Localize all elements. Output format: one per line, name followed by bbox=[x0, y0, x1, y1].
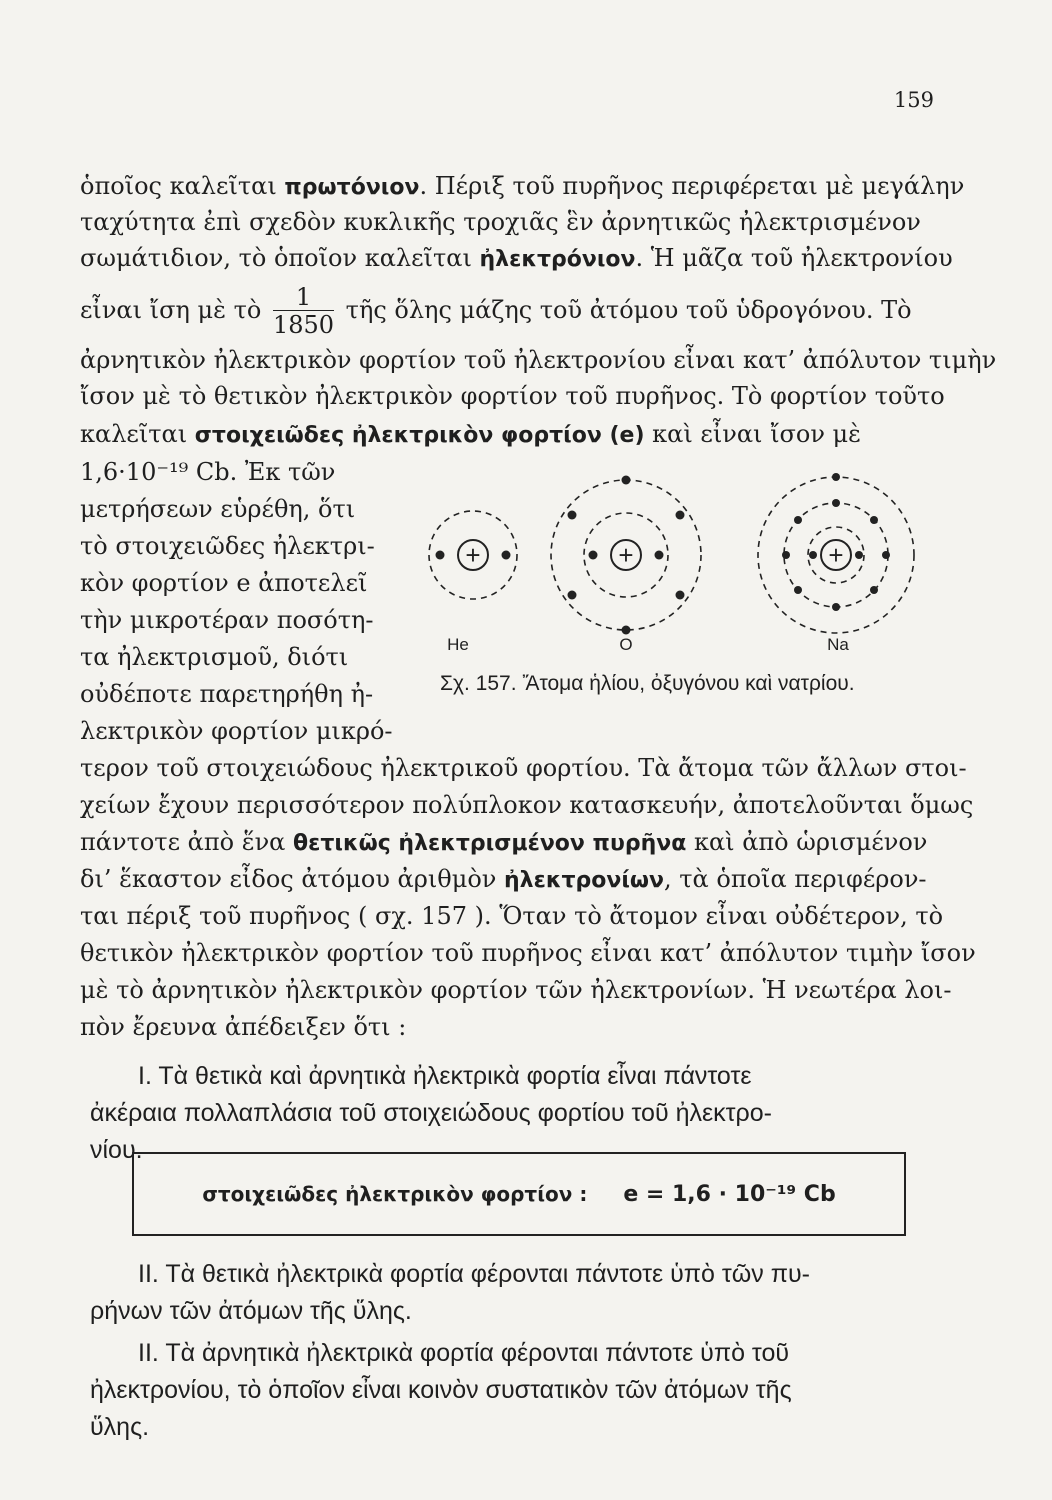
electron bbox=[832, 603, 840, 611]
label-he: He bbox=[447, 635, 469, 654]
text-run: ὁποῖος καλεῖται bbox=[80, 172, 285, 200]
electron bbox=[782, 551, 790, 559]
text-line: τερον τοῦ στοιχειώδους ἠλεκτρικοῦ φορτίου. Τὰ ἄτομα τῶν ἄλλων στοι- bbox=[80, 754, 967, 782]
text-line: κὸν φορτίον e ἀποτελεῖ bbox=[80, 569, 368, 597]
text-run: δι’ ἕκαστον εἶδος ἀτόμου ἀριθμὸν bbox=[80, 865, 504, 893]
electron bbox=[622, 626, 631, 635]
electron bbox=[794, 516, 802, 524]
text-line: ἴσον μὲ τὸ θετικὸν ἠλεκτρικὸν φορτίον τοῦ πυρῆνος. Τὸ φορτίον τοῦτο bbox=[80, 382, 945, 410]
electron bbox=[568, 591, 577, 600]
text-run: σωμάτιδιον, τὸ ὁποῖον καλεῖται bbox=[80, 244, 480, 272]
page-number: 159 bbox=[893, 88, 934, 112]
text-run: καλεῖται bbox=[80, 420, 195, 448]
text-run: τῆς ὅλης μάζης τοῦ ἀτόμου τοῦ ὑδρογόνου. Τὸ bbox=[345, 296, 912, 324]
text-line bbox=[80, 242, 953, 276]
electron bbox=[870, 516, 878, 524]
electron bbox=[568, 511, 577, 520]
text-run: πάντοτε ἀπὸ ἕνα bbox=[80, 828, 293, 856]
electron bbox=[870, 586, 878, 594]
electron bbox=[809, 551, 817, 559]
electron bbox=[882, 551, 890, 559]
bold-term-positive-nucleus: θετικῶς ἠλεκτρισμένον πυρῆνα bbox=[293, 831, 687, 856]
text-line: μὲ τὸ ἀρνητικὸν ἠλεκτρικὸν φορτίον τῶν ἠλεκτρονίων. Ἡ νεωτέρα λοι- bbox=[80, 976, 952, 1004]
electron bbox=[502, 551, 511, 560]
electron bbox=[589, 551, 598, 560]
rule-2-line: ΙΙ. Τὰ θετικὰ ἠλεκτρικὰ φορτία φέρονται πάντοτε ὑπὸ τῶν πυ- bbox=[138, 1260, 810, 1288]
rule-1-line: νίου. bbox=[90, 1136, 143, 1164]
rule-3-line: ἠλεκτρονίου, τὸ ὁποῖον εἶναι κοινὸν συστατικὸν τῶν ἀτόμων τῆς bbox=[90, 1376, 792, 1404]
o-nucleus-sign: + bbox=[618, 540, 634, 570]
bold-term-electron: ἠλεκτρόνιον bbox=[479, 247, 636, 272]
he-nucleus-sign: + bbox=[465, 540, 481, 570]
label-na: Na bbox=[827, 635, 849, 654]
electron bbox=[832, 473, 840, 481]
electron bbox=[436, 551, 445, 560]
text-line: μετρήσεων εὑρέθη, ὅτι bbox=[80, 495, 356, 523]
text-line: θετικὸν ἠλεκτρικὸν φορτίον τοῦ πυρῆνος εἶναι κατ’ ἀπόλυτον τιμὴν ἴσον bbox=[80, 939, 976, 967]
atom-diagrams-figure bbox=[408, 470, 948, 660]
rule-2-line: ρήνων τῶν ἀτόμων τῆς ὕλης. bbox=[90, 1297, 412, 1325]
text-run: καὶ εἶναι ἴσον μὲ bbox=[644, 420, 862, 448]
text-line: ἀρνητικὸν ἠλεκτρικὸν φορτίον τοῦ ἠλεκτρονίου εἶναι κατ’ ἀπόλυτον τιμὴν bbox=[80, 346, 997, 374]
fraction bbox=[273, 284, 334, 339]
fraction-denominator: 1850 bbox=[272, 311, 335, 339]
label-o: O bbox=[619, 635, 633, 654]
rule-1-line: Ι. Τὰ θετικὰ καὶ ἀρνητικὰ ἠλεκτρικὰ φορτία εἶναι πάντοτε bbox=[138, 1062, 752, 1090]
text-line: οὐδέποτε παρετηρήθη ἠ- bbox=[80, 680, 374, 708]
text-run: καὶ ἀπὸ ὡρισμένον bbox=[686, 828, 928, 856]
text-line: λεκτρικὸν φορτίον μικρό- bbox=[80, 717, 393, 745]
electron bbox=[622, 476, 631, 485]
figure-caption: Σχ. 157. Ἄτομα ἡλίου, ὀξυγόνου καὶ νατρίου. bbox=[440, 672, 855, 695]
rule-3-line: ΙΙ. Τὰ ἀρνητικὰ ἠλεκτρικὰ φορτία φέρονται πάντοτε ὑπὸ τοῦ bbox=[138, 1339, 790, 1367]
electron bbox=[855, 551, 863, 559]
rule-1-line: ἀκέραια πολλαπλάσια τοῦ στοιχειώδους φορτίου τοῦ ἠλεκτρο- bbox=[90, 1099, 772, 1127]
text-line: ταχύτητα ἐπὶ σχεδὸν κυκλικῆς τροχιᾶς ἓν ἀρνητικῶς ἠλεκτρισμένον bbox=[80, 208, 921, 236]
text-run: . Πέριξ τοῦ πυρῆνος περιφέρεται μὲ μεγάλην bbox=[419, 172, 965, 200]
na-nucleus-sign: + bbox=[828, 540, 844, 570]
electron bbox=[676, 511, 685, 520]
text-line: τὸ στοιχειῶδες ἠλεκτρι- bbox=[80, 532, 375, 560]
bold-term-electrons: ἠλεκτρονίων bbox=[503, 868, 665, 893]
electron bbox=[676, 591, 685, 600]
bold-term-elementary-charge: στοιχειῶδες ἠλεκτρικὸν φορτίον (e) bbox=[194, 423, 645, 448]
atom-diagrams bbox=[408, 470, 948, 660]
electron bbox=[832, 499, 840, 507]
text-line: 1,6·10⁻¹⁹ Cb. Ἐκ τῶν bbox=[80, 458, 336, 486]
text-line: τα ἠλεκτρισμοῦ, διότι bbox=[80, 643, 349, 671]
formula-value: e = 1,6 · 10⁻¹⁹ Cb bbox=[623, 1181, 836, 1207]
text-line: πὸν ἔρευνα ἀπέδειξεν ὅτι : bbox=[80, 1013, 407, 1041]
text-line bbox=[80, 863, 927, 897]
text-line bbox=[80, 826, 927, 860]
formula-label: στοιχειῶδες ἠλεκτρικὸν φορτίον : bbox=[202, 1182, 588, 1206]
text-line: ται πέριξ τοῦ πυρῆνος ( σχ. 157 ). Ὅταν τὸ ἄτομον εἶναι οὐδέτερον, τὸ bbox=[80, 902, 944, 930]
text-line-with-fraction bbox=[80, 284, 912, 339]
text-line: χείων ἔχουν περισσότερον πολύπλοκον κατασκευήν, ἀποτελοῦνται ὅμως bbox=[80, 791, 974, 819]
bold-term-proton: πρωτόνιον bbox=[284, 175, 420, 200]
text-line bbox=[80, 418, 861, 452]
formula-box bbox=[132, 1152, 906, 1236]
text-line bbox=[80, 170, 964, 204]
rule-3-line: ὕλης. bbox=[90, 1413, 150, 1441]
electron bbox=[655, 551, 664, 560]
fraction-numerator: 1 bbox=[273, 284, 334, 311]
text-run: , τὰ ὁποῖα περιφέρον- bbox=[664, 865, 927, 893]
text-line: τὴν μικροτέραν ποσότη- bbox=[80, 606, 374, 634]
text-run: . Ἡ μᾶζα τοῦ ἠλεκτρονίου bbox=[635, 244, 953, 272]
electron bbox=[794, 586, 802, 594]
text-run: εἶναι ἴση μὲ τὸ bbox=[80, 296, 262, 324]
